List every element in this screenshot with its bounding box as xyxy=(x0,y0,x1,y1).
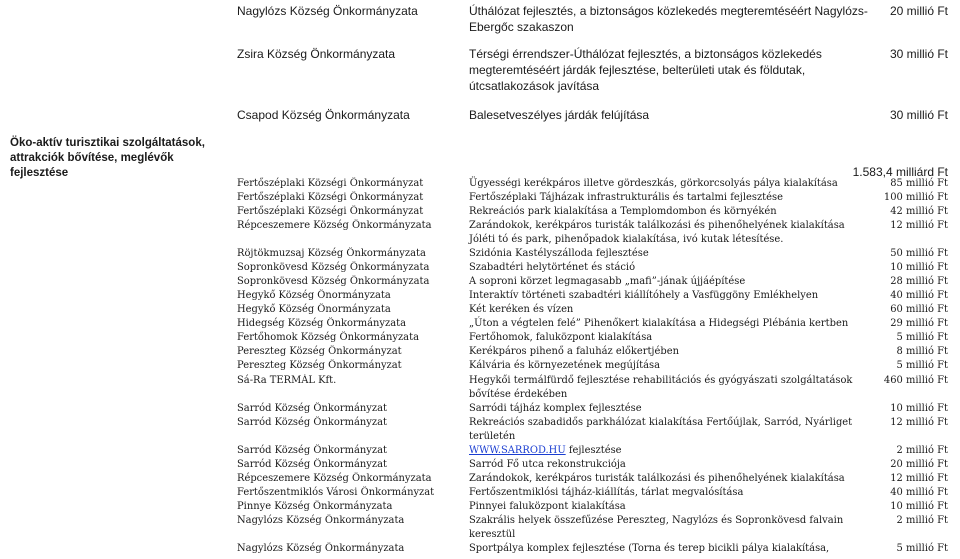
entity-cell: Zsira Község Önkormányzata xyxy=(237,47,396,61)
project-cell: Fertőhomok, faluközpont kialakítása xyxy=(469,332,653,344)
project-cell: Szakrális helyek összefűzése Pereszteg, Nagylózs és Sopronkövesd falvain keresztül xyxy=(469,514,844,540)
project-cell: Hegykői termálfürdő fejlesztése rehabilitációs és gyógyászati szolgáltatások bővítése érdekében xyxy=(469,374,853,400)
project-cell: Úthálózat fejlesztés, a biztonságos közlekedés megteremtéséért Nagylózs- Ebergőc szakaszon xyxy=(469,4,868,34)
amount-cell: 10 millió Ft xyxy=(890,402,948,414)
amount-cell: 460 millió Ft xyxy=(883,374,948,386)
entity-cell: Fertőszentmiklós Városi Önkormányzat xyxy=(237,486,435,498)
amount-cell: 30 millió Ft xyxy=(889,108,948,122)
project-cell: A soproni körzet legmagasabb „mafi”-jának újjáépítése xyxy=(469,276,746,288)
entity-cell: Pereszteg Község Önkormányzat xyxy=(237,346,402,358)
project-cell: Sportpálya komplex fejlesztése (Torna és terep bicikli pálya kialakítása, xyxy=(469,542,830,554)
entity-cell: Répceszemere Község Önkormányzata xyxy=(237,472,432,484)
website-link[interactable]: WWW.SARROD.HU xyxy=(469,444,566,456)
amount-cell: 8 millió Ft xyxy=(896,346,948,358)
amount-cell: 20 millió Ft xyxy=(890,458,948,470)
entity-cell: Fertőszéplaki Községi Önkormányzat xyxy=(237,178,424,189)
amount-cell: 60 millió Ft xyxy=(890,304,948,316)
entity-cell: Hegykő Község Önormányzata xyxy=(237,290,391,302)
amount-cell: 5 millió Ft xyxy=(896,360,948,372)
project-cell: „Úton a végtelen felé” Pihenőkert kialakítása a Hidegségi Plébánia kertben xyxy=(469,318,849,330)
entity-cell: Pereszteg Község Önkormányzat xyxy=(237,360,402,372)
amount-cell: 10 millió Ft xyxy=(890,500,948,512)
entity-cell: Sarród Község Önkormányzat xyxy=(237,402,387,414)
project-cell: Interaktív történeti szabadtéri kiállítóhely a Vasfüggöny Emlékhelyen xyxy=(469,290,819,302)
amount-cell: 42 millió Ft xyxy=(890,206,948,218)
amount-cell: 5 millió Ft xyxy=(896,332,948,344)
entity-cell: Csapod Község Önkormányzata xyxy=(237,108,410,122)
entity-cell: Nagylózs Község Önkormányzata xyxy=(237,514,405,526)
entity-cell: Fertőhomok Község Önkormányzata xyxy=(237,332,419,344)
project-cell: Sarród Fő utca rekonstrukciója xyxy=(469,458,626,470)
entity-cell: Répceszemere Község Önkormányzata xyxy=(237,220,432,232)
project-cell: Térségi érrendszer-Úthálózat fejlesztés, a biztonságos közlekedés megteremtéséért járdák fejlesztése, belterületi utak és földutak, útcsatlakozások javítása xyxy=(469,47,822,93)
amount-cell: 85 millió Ft xyxy=(890,178,948,189)
amount-cell: 28 millió Ft xyxy=(890,276,948,288)
entity-cell: Sarród Község Önkormányzat xyxy=(237,458,387,470)
project-cell: Két keréken és vízen xyxy=(469,304,574,316)
entity-cell: Pinnye Község Önkormányzata xyxy=(237,500,393,512)
project-cell: Fertőszéplaki Tájházak infrastrukturális és tartalmi fejlesztése xyxy=(469,192,783,204)
amount-cell: 30 millió Ft xyxy=(889,47,948,61)
project-cell: Szidónia Kastélyszálloda fejlesztése xyxy=(469,248,649,260)
entity-cell: Sá-Ra TERMÁL Kft. xyxy=(237,374,337,386)
project-cell: Ügyességi kerékpáros illetve gördeszkás, görkorcsolyás pálya kialakítása xyxy=(469,178,838,189)
amount-cell: 29 millió Ft xyxy=(890,318,948,330)
amount-cell: 50 millió Ft xyxy=(890,248,948,260)
project-cell: Szabadtéri helytörténet és stáció xyxy=(469,262,636,274)
amount-cell: 40 millió Ft xyxy=(890,486,948,498)
amount-cell: 40 millió Ft xyxy=(890,290,948,302)
entity-cell: Sopronkövesd Község Önkormányzata xyxy=(237,262,430,274)
project-cell: Balesetveszélyes járdák felújítása xyxy=(469,108,650,122)
category-amount: 1.583,4 milliárd Ft xyxy=(852,165,948,179)
project-cell: Zarándokok, kerékpáros turisták találkozási és pihenőhelyének kialakítása Jóléti tó és park, pihenőpadok kialakítása, ivó kutak létesítése. xyxy=(469,220,845,246)
project-cell: Pinnyei faluközpont kialakítása xyxy=(469,500,626,512)
entity-cell: Nagylózs Község Önkormányzata xyxy=(237,542,405,554)
project-cell: Kerékpáros pihenő a faluház előkertjében xyxy=(469,346,679,358)
entity-cell: Fertőszéplaki Községi Önkormányzat xyxy=(237,206,424,218)
project-cell: Fertőszentmiklósi tájház-kiállítás, tárlat megvalósítása xyxy=(469,486,744,498)
entity-cell: Nagylózs Község Önkormányzata xyxy=(237,4,418,18)
amount-cell: 12 millió Ft xyxy=(890,472,948,484)
entity-cell: Hidegség Község Önkormányzata xyxy=(237,318,407,330)
amount-cell: 12 millió Ft xyxy=(890,416,948,428)
amount-cell: 12 millió Ft xyxy=(890,220,948,232)
project-cell: Rekreációs park kialakítása a Templomdombon és környékén xyxy=(469,206,777,218)
project-cell: Sarródi tájház komplex fejlesztése xyxy=(469,402,642,414)
project-cell: Kálvária és környezetének megújítása xyxy=(469,360,660,372)
amount-cell: 20 millió Ft xyxy=(889,4,948,18)
entity-cell: Fertőszéplaki Községi Önkormányzat xyxy=(237,192,424,204)
amount-cell: 2 millió Ft xyxy=(896,444,948,456)
entity-cell: Sopronkövesd Község Önkormányzata xyxy=(237,276,430,288)
amount-cell: 100 millió Ft xyxy=(883,192,948,204)
amount-cell: 5 millió Ft xyxy=(896,542,948,554)
project-cell: Rekreációs szabadidős parkhálózat kialakítása Fertőújlak, Sarród, Nyárliget területén xyxy=(469,416,853,442)
amount-cell: 10 millió Ft xyxy=(890,262,948,274)
project-cell: WWW.SARROD.HU fejlesztése xyxy=(469,444,622,456)
amount-cell: 2 millió Ft xyxy=(896,514,948,526)
project-cell: Zarándokok, kerékpáros turisták találkozási és pihenőhelyének kialakítása xyxy=(469,472,845,484)
entity-cell: Sarród Község Önkormányzat xyxy=(237,416,387,428)
entity-cell: Röjtökmuzsaj Község Önkormányzata xyxy=(237,248,426,260)
entity-cell: Hegykő Község Önormányzata xyxy=(237,304,391,316)
category-title: Öko-aktív turisztikai szolgáltatások, attrakciók bővítése, meglévők fejlesztése xyxy=(10,137,205,179)
entity-cell: Sarród Község Önkormányzat xyxy=(237,444,387,456)
